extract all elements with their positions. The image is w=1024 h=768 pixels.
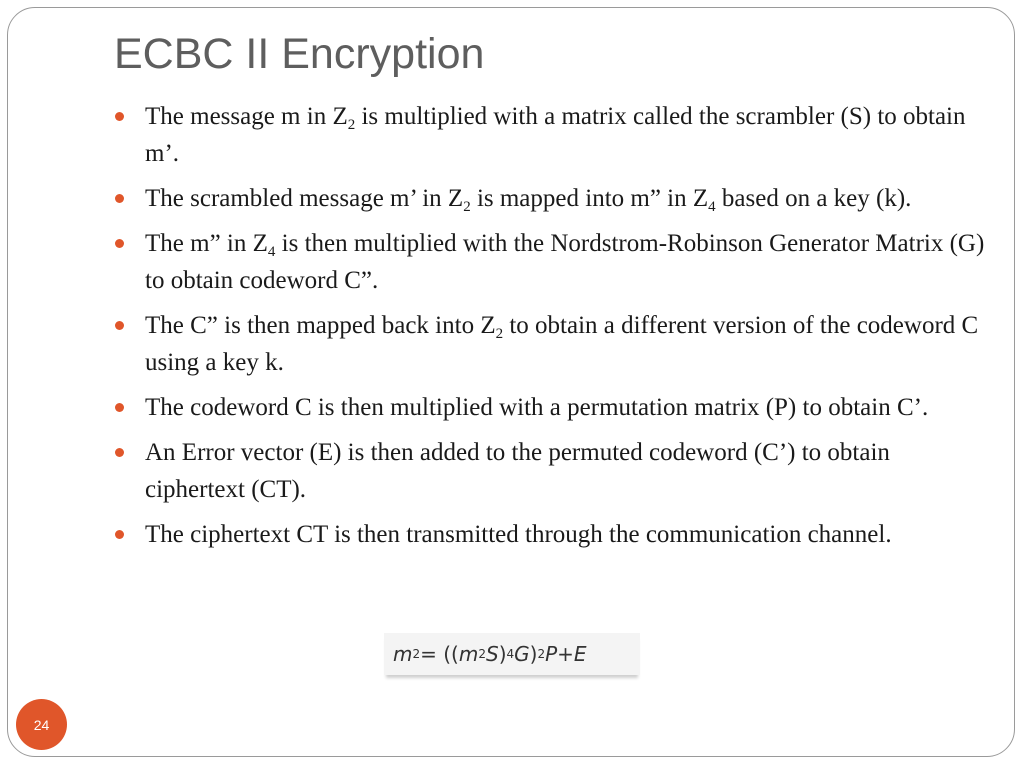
bullet-item bbox=[110, 434, 990, 508]
formula-part: m bbox=[393, 642, 413, 666]
subscript: 2 bbox=[463, 199, 471, 215]
bullet-text bbox=[145, 312, 978, 376]
subscript: 4 bbox=[708, 199, 716, 215]
bullet-text bbox=[145, 230, 984, 294]
bullet-dot-icon bbox=[115, 239, 124, 248]
text-segment: An Error vector (E) is then added to the permuted codeword (C’) to obtain ciphertext (CT). bbox=[145, 439, 890, 503]
subscript: 4 bbox=[267, 244, 276, 260]
bullet-list bbox=[110, 98, 990, 561]
formula-part: ) bbox=[498, 642, 507, 666]
bullet-item bbox=[110, 225, 990, 299]
formula-part: ) bbox=[529, 642, 538, 666]
bullet-item bbox=[110, 516, 990, 553]
formula-part: G bbox=[514, 642, 530, 666]
text-segment: The codeword C is then multiplied with a permutation matrix (P) to obtain C’. bbox=[145, 394, 929, 421]
formula-part: E bbox=[573, 642, 587, 666]
bullet-dot-icon bbox=[115, 448, 124, 457]
bullet-dot-icon bbox=[115, 403, 124, 412]
text-segment: based on a key (k). bbox=[715, 185, 912, 212]
subscript: 2 bbox=[495, 326, 504, 342]
bullet-dot-icon bbox=[115, 321, 124, 330]
text-segment: is multiplied with a matrix called the scrambler (S) to obtain m’. bbox=[145, 103, 966, 167]
encryption-formula: m 2 = (( m 2 S ) 4 G ) 2 P + E bbox=[384, 633, 640, 675]
bullet-item bbox=[110, 180, 990, 217]
text-segment: to obtain a different version of the codeword C using a key k. bbox=[145, 312, 979, 376]
text-segment: is then multiplied with the Nordstrom-Robinson Generator Matrix (G) to obtain codeword C”. bbox=[145, 230, 985, 294]
bullet-text bbox=[145, 394, 928, 421]
bullet-item bbox=[110, 307, 990, 381]
subscript: 2 bbox=[347, 117, 356, 133]
bullet-text bbox=[145, 185, 912, 215]
text-segment: The m” in Z bbox=[145, 230, 268, 257]
formula-part: S bbox=[485, 642, 499, 666]
bullet-text bbox=[145, 439, 890, 503]
formula-part: + bbox=[557, 642, 574, 666]
bullet-item bbox=[110, 389, 990, 426]
text-segment: The scrambled message m’ in Z bbox=[145, 185, 464, 212]
text-segment: The C” is then mapped back into Z bbox=[145, 312, 496, 339]
bullet-text bbox=[145, 521, 892, 548]
slide-title: ECBC II Encryption bbox=[114, 30, 485, 78]
bullet-dot-icon bbox=[115, 194, 124, 203]
text-segment: The message m in Z bbox=[145, 103, 348, 130]
bullet-dot-icon bbox=[115, 530, 124, 539]
bullet-item bbox=[110, 98, 990, 172]
text-segment: is mapped into m” in Z bbox=[470, 185, 709, 212]
formula-part: P bbox=[545, 642, 558, 666]
bullet-dot-icon bbox=[115, 112, 124, 121]
formula-part: = (( bbox=[420, 642, 459, 666]
bullet-text bbox=[145, 103, 966, 167]
text-segment: The ciphertext CT is then transmitted through the communication channel. bbox=[145, 521, 892, 548]
page-number-badge: 24 bbox=[16, 699, 67, 750]
formula-part: m bbox=[458, 642, 479, 666]
